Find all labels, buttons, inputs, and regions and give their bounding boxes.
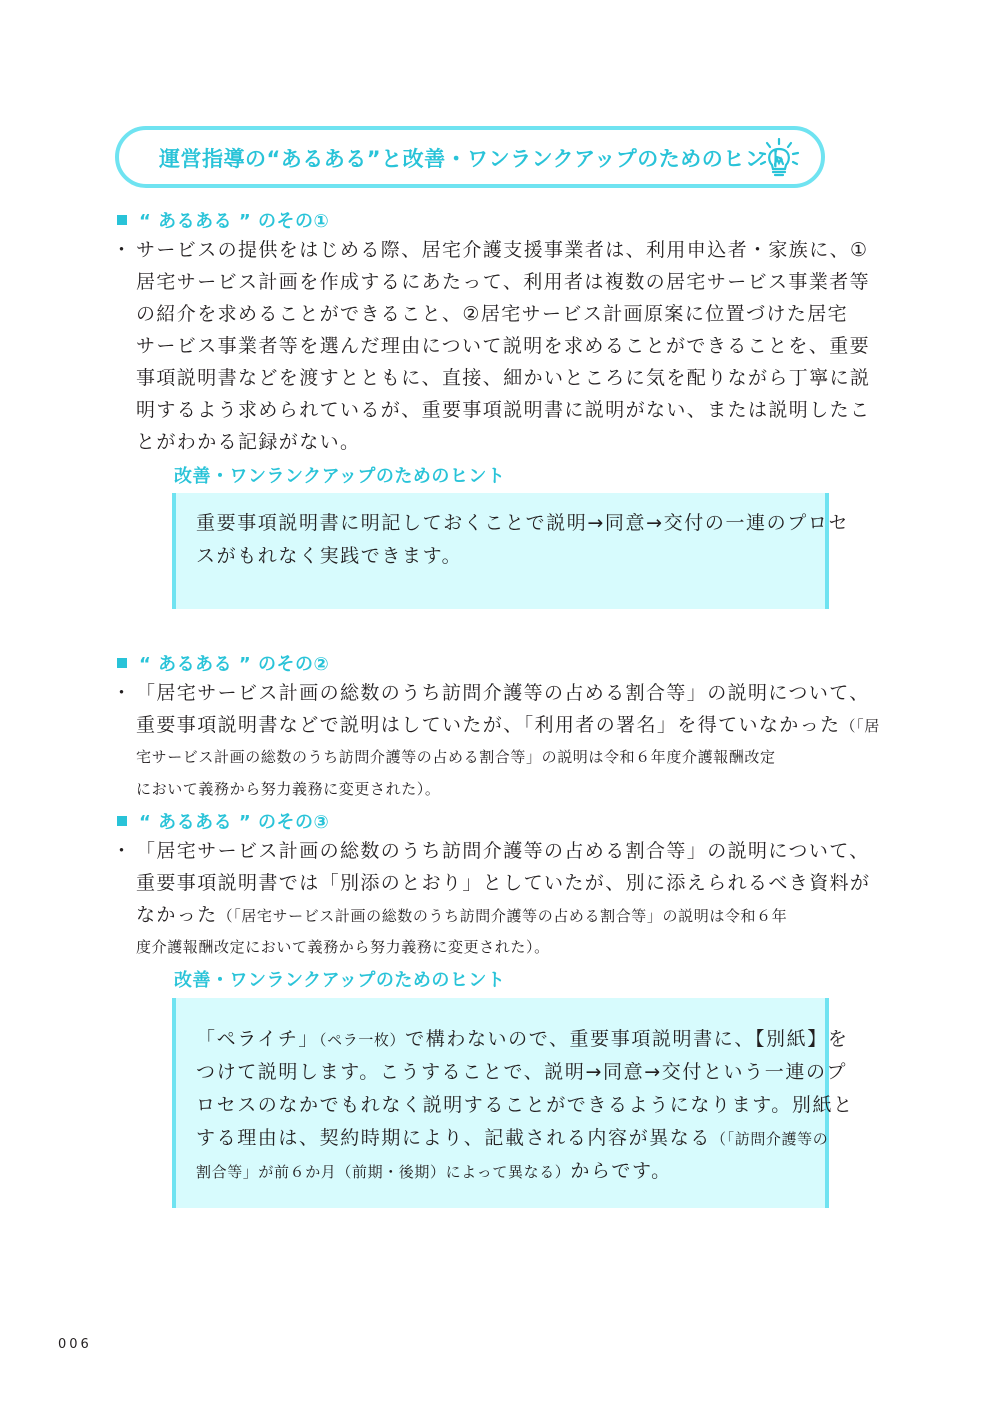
section-heading-3: “ あるある ” のその③ <box>117 808 329 834</box>
text-line: において義務から努力義務に変更された）。 <box>136 780 441 798</box>
square-bullet-icon <box>117 816 127 826</box>
text-line: サービスの提供をはじめる際、居宅介護支援事業者は、利用申込者・家族に、① <box>136 239 869 261</box>
issue-3-text: ・ 「居宅サービス計画の総数のうち訪問介護等の占める割合等」の説明について、 重要事項説明書では「別添のとおり」としていたが、別に添えられるべき資料が なかった（「居宅サービス計画の総数のうち訪問介護等の占める割合等」の説明は令和６年 度介護報酬改定において義務から努力義務に変更された）。 <box>112 835 832 963</box>
text-line: とがわかる記録がない。 <box>136 431 361 453</box>
hint-line: つけて説明します。こうすることで、説明→同意→交付という一連のプ <box>196 1061 848 1083</box>
hint-label-2: 改善・ワンランクアップのためのヒント <box>174 970 506 991</box>
section-heading-2: “ あるある ” のその② <box>117 650 329 676</box>
text-line: の紹介を求めることができること、②居宅サービス計画原案に位置づけた居宅 <box>136 303 849 325</box>
hint-line: する理由は、契約時期により、記載される内容が異なる（「訪問介護等の <box>196 1127 829 1149</box>
square-bullet-icon <box>117 215 127 225</box>
text-line: 明するよう求められているが、重要事項説明書に説明がない、または説明したこ <box>136 399 871 421</box>
hint-line: ロセスのなかでもれなく説明することができるようになります。別紙と <box>196 1094 854 1116</box>
text-line: サービス事業者等を選んだ理由について説明を求めることができることを、重要 <box>136 335 871 357</box>
text-line: 重要事項説明書では「別添のとおり」としていたが、別に添えられるべき資料が <box>136 872 871 894</box>
text-line: 「居宅サービス計画の総数のうち訪問介護等の占める割合等」の説明について、 <box>136 682 870 704</box>
text-line: 重要事項説明書などで説明はしていたが、「利用者の署名」を得ていなかった（「居 <box>136 714 880 736</box>
hint-line: スがもれなく実践できます。 <box>196 545 463 567</box>
hint-line: 割合等」が前６か月（前期・後期）によって異なる）からです。 <box>196 1160 672 1182</box>
hint-box-1 <box>172 493 850 609</box>
text-line: 事項説明書などを渡すとともに、直接、細かいところに気を配りながら丁寧に説 <box>136 367 871 389</box>
issue-1-text: ・ サービスの提供をはじめる際、居宅介護支援事業者は、利用申込者・家族に、① 居宅サービス計画を作成するにあたって、利用者は複数の居宅サービス事業者等 の紹介を求めることができること、②居宅サービス計画原案に位置づけた居宅 サービス事業者等を選んだ理由について説明を求めることができることを、重要 事項説明書などを渡すとともに、直接、細かいところに気を配りながら丁寧に説 明するよう求められているが、重要事項説明書に説明がない、または説明したこ とがわかる記録がない。 <box>112 234 832 458</box>
text-line: 居宅サービス計画を作成するにあたって、利用者は複数の居宅サービス事業者等 <box>136 271 871 293</box>
text-line: 度介護報酬改定において義務から努力義務に変更された）。 <box>136 938 550 956</box>
banner-title: 運営指導の“あるある”と改善・ワンランクアップのためのヒント <box>159 147 788 171</box>
hint-label-1: 改善・ワンランクアップのためのヒント <box>174 466 506 487</box>
title-banner <box>115 126 825 188</box>
text-line: 宅サービス計画の総数のうち訪問介護等の占める割合等」の説明は令和６年度介護報酬改定 <box>136 748 776 766</box>
text-line: なかった（「居宅サービス計画の総数のうち訪問介護等の占める割合等」の説明は令和６年 <box>136 904 788 926</box>
section-heading-1: “ あるある ” のその① <box>117 207 329 233</box>
hint-line: 「ペライチ」（ペラ一枚）で構わないので、重要事項説明書に、【別紙】を <box>196 1028 849 1050</box>
issue-2-text: ・ 「居宅サービス計画の総数のうち訪問介護等の占める割合等」の説明について、 重要事項説明書などで説明はしていたが、「利用者の署名」を得ていなかった（「居 宅サービス計画の総数のうち訪問介護等の占める割合等」の説明は令和６年度介護報酬改定 において義務から努力義務に変更された）。 <box>112 677 832 805</box>
text-line: 「居宅サービス計画の総数のうち訪問介護等の占める割合等」の説明について、 <box>136 840 870 862</box>
hint-box-2 <box>172 998 854 1208</box>
page-number: 006 <box>58 1337 92 1352</box>
square-bullet-icon <box>117 658 127 668</box>
hint-line: 重要事項説明書に明記しておくことで説明→同意→交付の一連のプロセ <box>196 512 850 534</box>
lightbulb-icon <box>757 138 801 178</box>
